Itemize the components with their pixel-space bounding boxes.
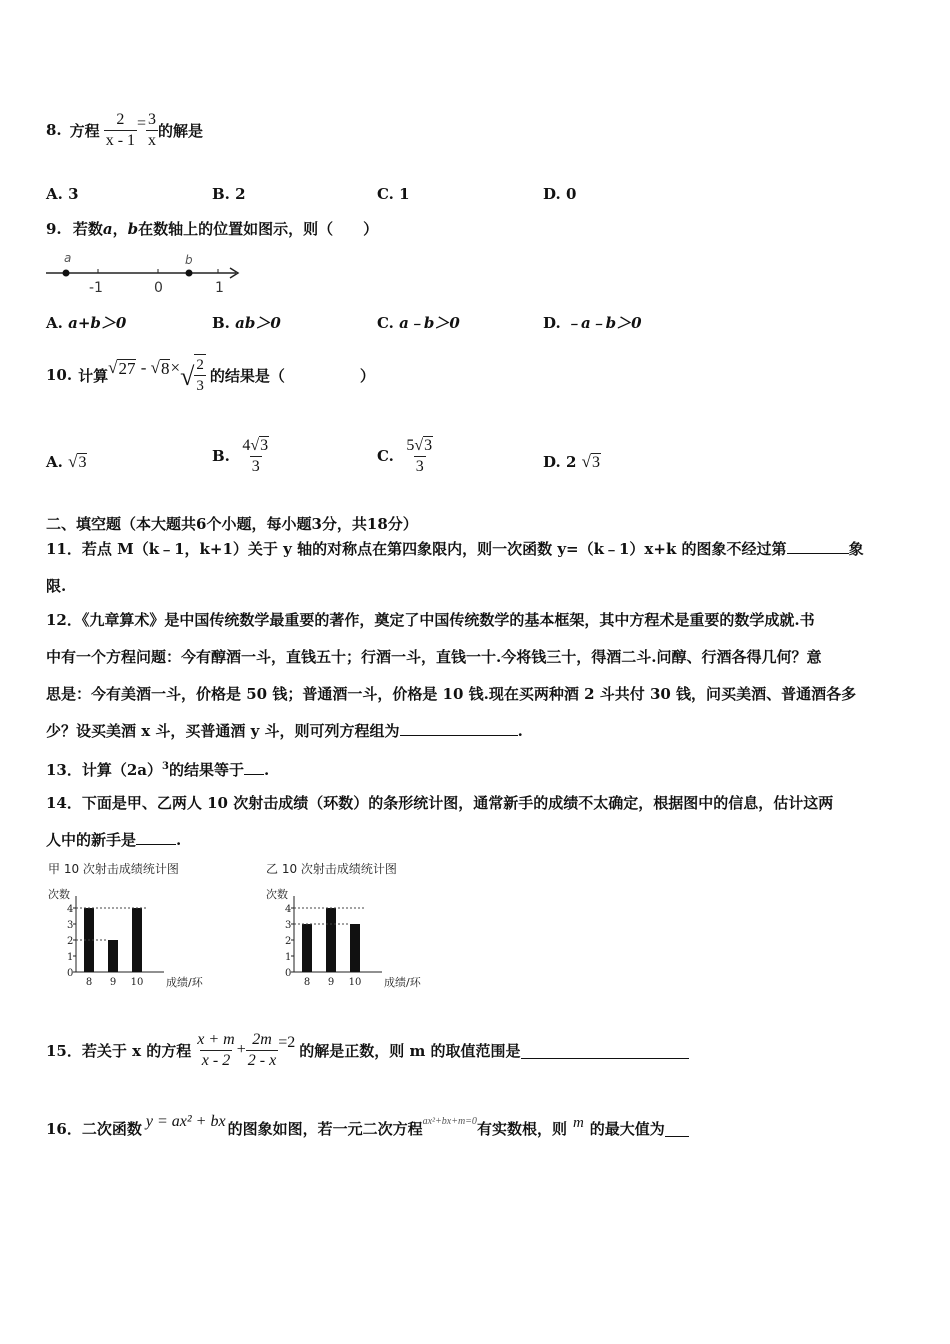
question-15: 15．若关于 x 的方程 $\frac{x + m}{x - 2}$ + $\frac{2m}{2 - x}$ =2 的解是正数，则 m 的取值范围是: [46, 1022, 689, 1078]
x-tick-label: 9: [109, 977, 117, 988]
section-2-heading: 二、填空题（本大题共6个小题，每小题3分，共18分）: [46, 515, 418, 533]
q10-option-c[interactable]: C. $\frac{5√3}{3}$: [377, 436, 433, 475]
question-16: 16．二次函数 y = ax² + bx 的图象如图，若一元二次方程 ax²+bx+m=0 有实数根，则 m 的最大值为: [46, 1110, 689, 1146]
q9-var-b: b: [127, 220, 139, 238]
x-axis-label: 成绩/环: [166, 976, 203, 989]
x-tick-label: 10: [130, 977, 144, 988]
chart-yi: [264, 858, 444, 998]
q8-frac1-den: x - 1: [105, 131, 136, 149]
q8-lead: 方程: [69, 121, 100, 140]
q8-fraction-2: [146, 110, 158, 151]
q8-fraction-1: [104, 110, 137, 151]
q9-option-b[interactable]: B. ab＞0: [212, 314, 281, 332]
bar-10: [350, 924, 360, 972]
q8-frac2-den: x: [148, 131, 157, 149]
question-11: 11．若点 M（k﹣1，k+1）关于 y 轴的对称点在第四象限内，则一次函数 y=（k﹣1）x+k 的图象不经过第 象 限.: [46, 540, 864, 595]
y-tick-label: 3: [285, 920, 292, 931]
y-tick-label: 2: [67, 936, 74, 947]
q8-option-c[interactable]: C. 1: [377, 185, 410, 203]
y-tick-label: 1: [285, 952, 292, 963]
q8-option-d[interactable]: D. 0: [543, 185, 577, 203]
q8-equals: =: [137, 115, 147, 132]
q8-frac1-num: 2: [116, 110, 125, 128]
q9-option-c[interactable]: C. a﹣b＞0: [377, 314, 460, 332]
q10-fraction: $\frac{2}{3}$: [194, 354, 206, 396]
tick-label-0: 0: [154, 280, 163, 296]
bar-9: [326, 908, 336, 972]
y-axis-label: 次数: [48, 888, 70, 901]
q9-var-a: a: [102, 220, 113, 238]
question-13: 13．计算$(2a)^3$的结果等于 .: [46, 761, 270, 779]
y-tick-label: 3: [67, 920, 74, 931]
y-tick-label: 0: [285, 968, 292, 979]
chart-title: 甲 10 次射击成绩统计图: [48, 862, 179, 876]
point-a: [63, 270, 70, 277]
question-8: [46, 100, 203, 160]
point-a-label: a: [64, 251, 72, 265]
question-9: 9. 若数a，b在数轴上的位置如图示，则（ ）: [46, 220, 379, 238]
q10-option-b[interactable]: B. $\frac{4√3}{3}$: [212, 436, 269, 475]
q8-frac2-num: 3: [148, 110, 157, 128]
q8-option-a[interactable]: A. 3: [46, 185, 79, 203]
tick-label-1: 1: [215, 280, 224, 296]
q8-number: 8.: [46, 121, 62, 139]
chart-title: 乙 10 次射击成绩统计图: [266, 862, 397, 876]
q8-option-b[interactable]: B. 2: [212, 185, 246, 203]
point-b: [186, 270, 193, 277]
number-line: [44, 250, 244, 298]
y-tick-label: 4: [67, 904, 74, 915]
y-tick-label: 1: [67, 952, 74, 963]
x-axis-label: 成绩/环: [384, 976, 421, 989]
q8-tail: 的解是: [158, 121, 204, 140]
q9-option-a[interactable]: A. a+b＞0: [46, 314, 127, 332]
point-b-label: b: [185, 253, 193, 267]
tick-label-neg1: -1: [89, 280, 103, 296]
x-tick-label: 9: [327, 977, 335, 988]
y-tick-label: 2: [285, 936, 292, 947]
chart-yi-svg: [264, 858, 444, 998]
bar-10: [132, 908, 142, 972]
question-12: 12．《九章算术》是中国传统数学最重要的著作，奠定了中国传统数学的基本框架，其中方程术是重要的数学成就.书 中有一个方程问题：今有醇酒一斗，直钱五十；行酒一斗，直钱一十.今将钱三十，得酒二斗.问醇、行酒各得几何？意 思是：今有美酒一斗，价格是 50 钱；普通酒一斗，价格是 10 钱.现在买两种酒 2 斗共付 30 钱，问买美酒、普通酒各多 少？设买美酒 x 斗，买普通酒 y 斗，则可列方程组为 .: [46, 611, 857, 740]
q10-expression: √ 27 - √ 8 ×: [108, 358, 181, 378]
y-tick-label: 0: [67, 968, 74, 979]
question-10: 10. 计算 √ 27 - √ 8 × √ $\frac{2}{3}$ 的结果是（ ）: [46, 350, 375, 400]
x-tick-label: 10: [348, 977, 362, 988]
q9-option-d[interactable]: D. ﹣a﹣b＞0: [543, 314, 642, 332]
q10-option-d[interactable]: D. 2 √ 3: [543, 452, 600, 471]
x-tick-label: 8: [303, 977, 311, 988]
chart-jia-svg: [46, 858, 226, 998]
question-14: 14．下面是甲、乙两人 10 次射击成绩（环数）的条形统计图，通常新手的成绩不太确定，根据图中的信息，估计这两 人中的新手是 .: [46, 794, 834, 849]
y-tick-label: 4: [285, 904, 292, 915]
x-tick-label: 8: [85, 977, 93, 988]
bar-8: [302, 924, 312, 972]
q10-option-a[interactable]: A. √ 3: [46, 452, 87, 471]
bar-9: [108, 940, 118, 972]
y-axis-label: 次数: [266, 888, 288, 901]
chart-jia: [46, 858, 226, 998]
